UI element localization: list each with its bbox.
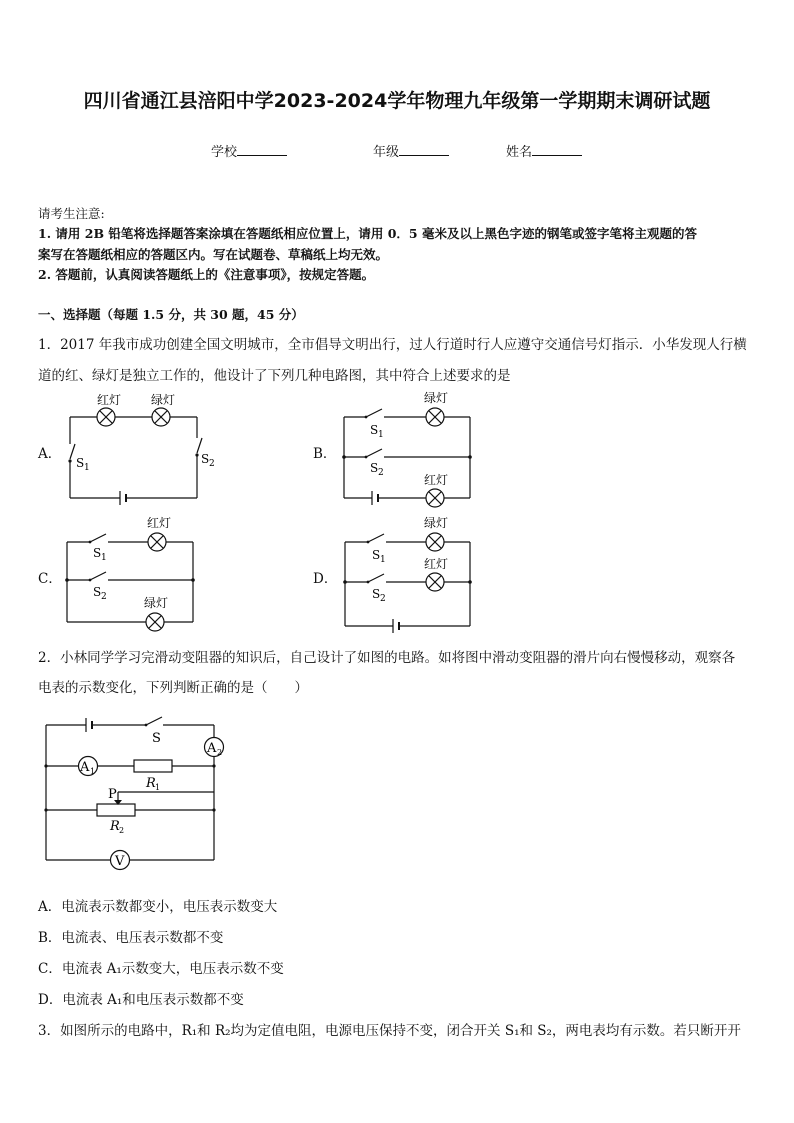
lamp-icon (146, 613, 164, 631)
label-s: S (370, 461, 379, 475)
label-s: S (93, 546, 102, 560)
label-sub: 2 (380, 594, 386, 604)
svg-text:2: 2 (217, 748, 223, 757)
label-sub: 2 (101, 592, 107, 602)
notice-line-1a: 1. 请用 2B 铅笔将选择题答案涂填在答题纸相应位置上，请用 0．5 毫米及以上黑色字迹的钢笔或签字笔将主观题的答 (38, 226, 697, 241)
name-field: 姓名 (506, 141, 582, 160)
q1-line-1: 1．2017 年我市成功创建全国文明城市，全市倡导文明出行，过人行道时行人应遵守交通信号灯指示．小华发现人行横 (38, 337, 747, 353)
q2-option-d: D．电流表 A₁和电压表示数都不变 (38, 992, 244, 1008)
label-red-lamp: 红灯 (424, 473, 449, 487)
svg-text:A: A (80, 760, 90, 775)
label-sub: 2 (209, 459, 215, 469)
lamp-icon (426, 408, 444, 426)
notice-heading: 请考生注意: (38, 206, 105, 221)
label-red-lamp: 红灯 (424, 557, 449, 571)
q1-option-a-label: A． (38, 446, 62, 462)
lamp-icon (426, 573, 444, 591)
circuit-c (67, 534, 193, 622)
q1-option-b-label: B． (313, 446, 337, 462)
section-heading: 一、选择题（每题 1.5 分，共 30 题，45 分） (38, 307, 304, 322)
lamp-icon (148, 533, 166, 551)
label-sub: 1 (101, 553, 107, 563)
label-red-lamp: 红灯 (147, 516, 172, 530)
label-green-lamp: 绿灯 (424, 391, 449, 405)
ammeter-a2 (205, 738, 224, 758)
label-sub: 1 (380, 555, 386, 565)
label-green-lamp: 绿灯 (151, 393, 176, 407)
circuit-b (344, 409, 470, 505)
label-r1: R (146, 776, 156, 791)
label-sub: 1 (84, 463, 90, 473)
lamp-icon (97, 408, 115, 426)
label-s: S (370, 423, 379, 437)
voltmeter (111, 851, 130, 870)
notice-line-2: 2. 答题前，认真阅读答题纸上的《注意事项》，按规定答题。 (38, 267, 375, 282)
label-s: S (201, 452, 210, 466)
label-green-lamp: 绿灯 (144, 596, 169, 610)
svg-text:2: 2 (119, 826, 125, 835)
q1-line-2: 道的红、绿灯是独立工作的，他设计了下列几种电路图，其中符合上述要求的是 (38, 368, 511, 384)
label-s: S (93, 585, 102, 599)
q1-option-c-label: C． (38, 571, 62, 587)
notice-line-1b: 案写在答题纸相应的答题区内。写在试题卷、草稿纸上均无效。 (38, 247, 389, 262)
q2-option-b: B．电流表、电压表示数都不变 (38, 930, 224, 946)
q3-line-1: 3．如图所示的电路中，R₁和 R₂均为定值电阻，电源电压保持不变，闭合开关 S₁和 S₂，两电表均有示数。若只断开开 (38, 1023, 741, 1039)
label-s: S (372, 587, 381, 601)
label-s: S (76, 456, 85, 470)
svg-text:1: 1 (155, 783, 161, 792)
label-sub: 1 (378, 430, 384, 440)
label-switch-s: S (152, 731, 161, 746)
grade-field: 年级 (373, 141, 449, 160)
svg-text:A: A (207, 741, 217, 756)
q2-line-2: 电表的示数变化，下列判断正确的是（ ） (38, 680, 308, 696)
label-slider-p: P (108, 787, 117, 802)
label-s: S (372, 548, 381, 562)
svg-text:1: 1 (90, 767, 96, 776)
circuit-a (70, 417, 202, 505)
q2-option-c: C．电流表 A₁示数变大，电压表示数不变 (38, 961, 284, 977)
q1-option-d-label: D． (313, 571, 338, 587)
label-green-lamp: 绿灯 (424, 516, 449, 530)
label-red-lamp: 红灯 (97, 393, 122, 407)
q2-circuit-diagram (0, 700, 300, 880)
lamp-icon (426, 533, 444, 551)
circuit-d (345, 534, 470, 633)
ammeter-a1 (79, 757, 98, 777)
svg-text:V: V (115, 854, 125, 869)
label-sub: 2 (378, 468, 384, 478)
school-field: 学校 (211, 141, 287, 160)
page-title: 四川省通江县涪阳中学2023-2024学年物理九年级第一学期期末调研试题 (83, 90, 711, 112)
q2-line-1: 2．小林同学学习完滑动变阻器的知识后，自己设计了如图的电路。如将图中滑动变阻器的滑片向右慢慢移动，观察各 (38, 650, 736, 666)
lamp-icon (152, 408, 170, 426)
label-r2: R (110, 819, 120, 834)
q2-option-a: A．电流表示数都变小，电压表示数变大 (38, 899, 278, 915)
lamp-icon (426, 489, 444, 507)
